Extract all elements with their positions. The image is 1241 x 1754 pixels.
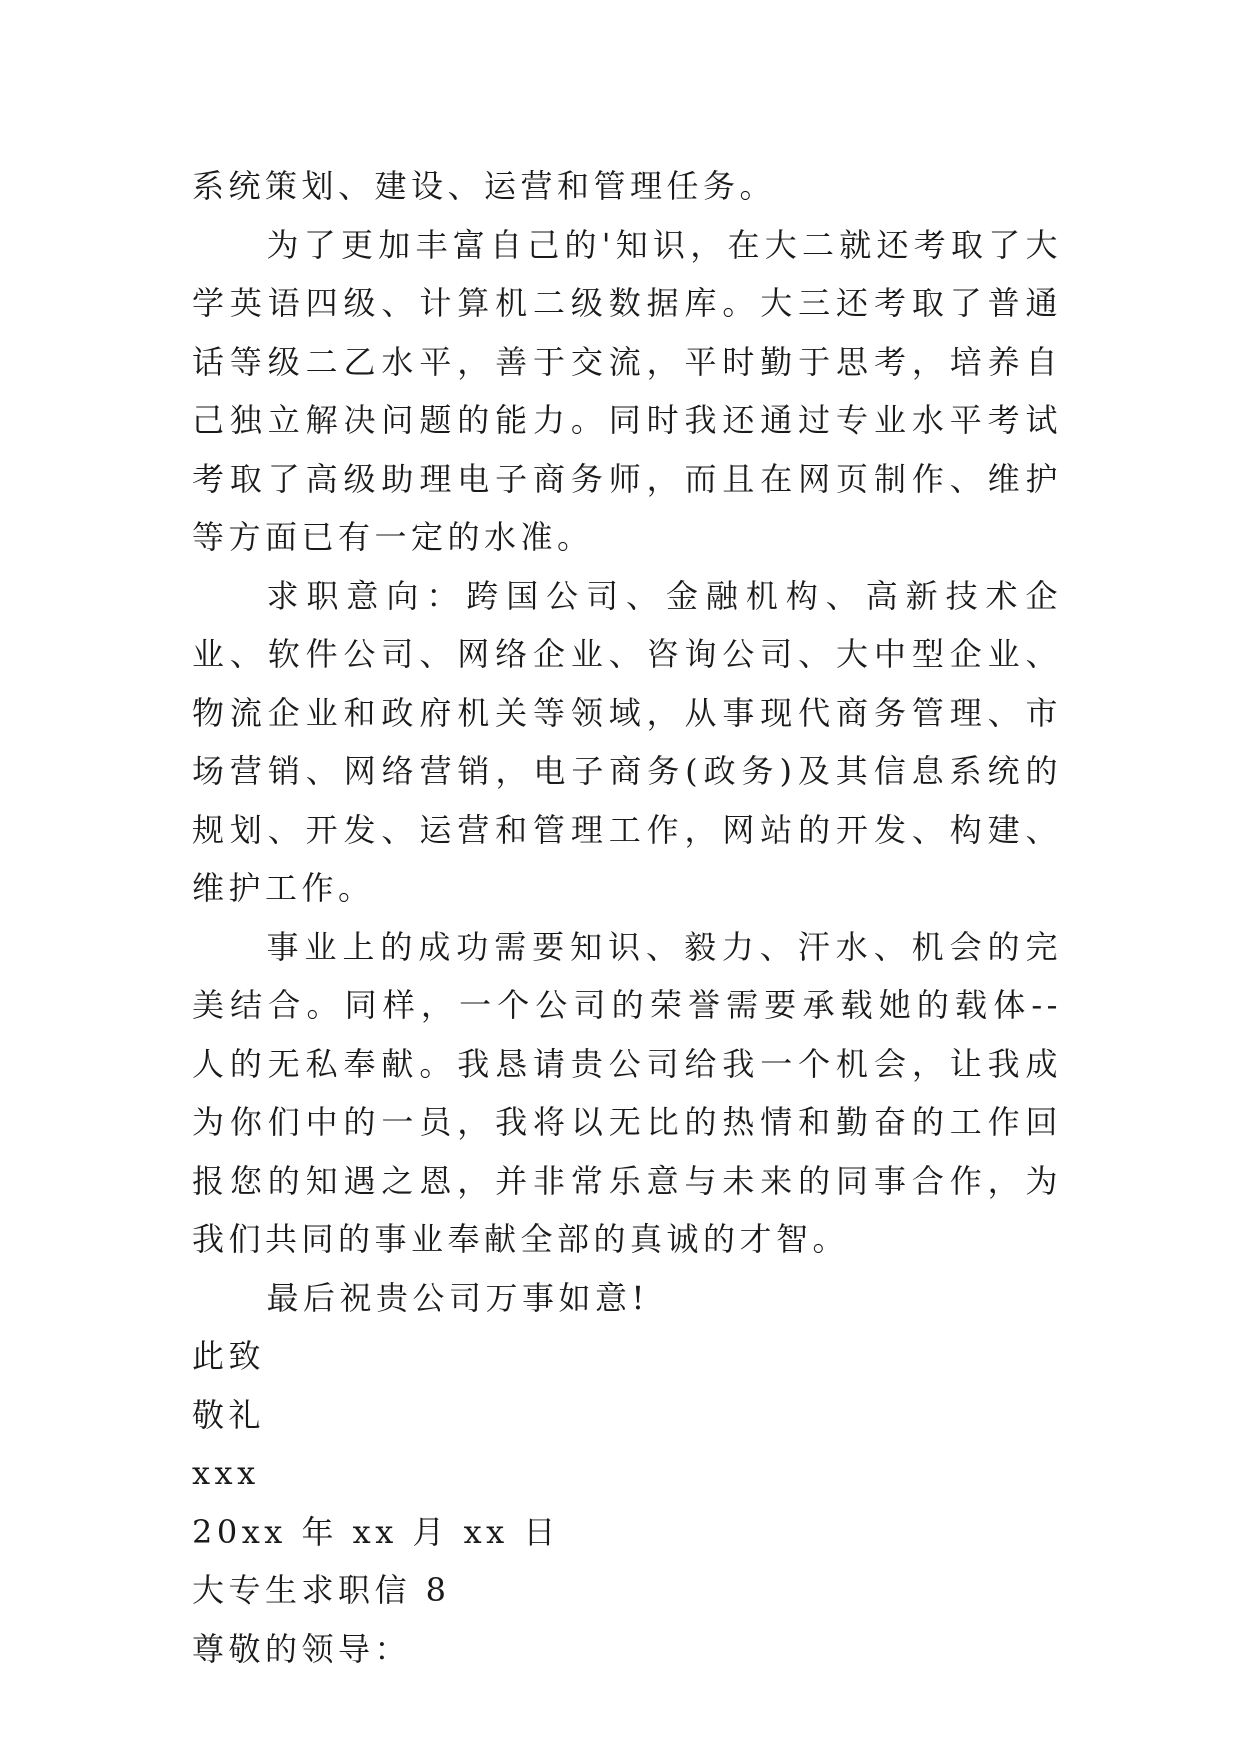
closing-line-1: 此致 bbox=[192, 1337, 266, 1375]
closing-line-2: 敬礼 bbox=[192, 1395, 266, 1434]
paragraph-wishes: 最后祝贵公司万事如意! bbox=[266, 1278, 649, 1317]
paragraph-continuation: 系统策划、建设、运营和管理任务。 bbox=[192, 167, 777, 205]
section-title: 大专生求职信 8 bbox=[192, 1571, 451, 1609]
paragraph-job-intention: 求职意向：跨国公司、金融机构、高新技术企业、软件公司、网络企业、咨询公司、大中型企业、物流企业和政府机关等领域，从事现代商务管理、市场营销、网络营销，电子商务(政务)及其信息系统的规划、开发、运营和管理工作，网站的开发、构建、维护工作。 bbox=[192, 576, 1062, 907]
date-line: 20xx 年 xx 月 xx 日 bbox=[192, 1512, 560, 1551]
paragraph-qualifications: 为了更加丰富自己的'知识，在大二就还考取了大学英语四级、计算机二级数据库。大三还考取了普通话等级二乙水平，善于交流，平时勤于思考，培养自己独立解决问题的能力。同时我还通过专业水平考试考取了高级助理电子商务师，而且在网页制作、维护等方面已有一定的水准。 bbox=[192, 225, 1062, 556]
signature: xxx bbox=[192, 1454, 260, 1492]
salutation: 尊敬的领导： bbox=[192, 1629, 412, 1668]
document-page bbox=[192, 157, 1062, 1678]
paragraph-request: 事业上的成功需要知识、毅力、汗水、机会的完美结合。同样，一个公司的荣誉需要承载她的载体--人的无私奉献。我恳请贵公司给我一个机会，让我成为你们中的一员，我将以无比的热情和勤奋的工作回报您的知遇之恩，并非常乐意与未来的同事合作，为我们共同的事业奉献全部的真诚的才智。 bbox=[192, 927, 1062, 1258]
